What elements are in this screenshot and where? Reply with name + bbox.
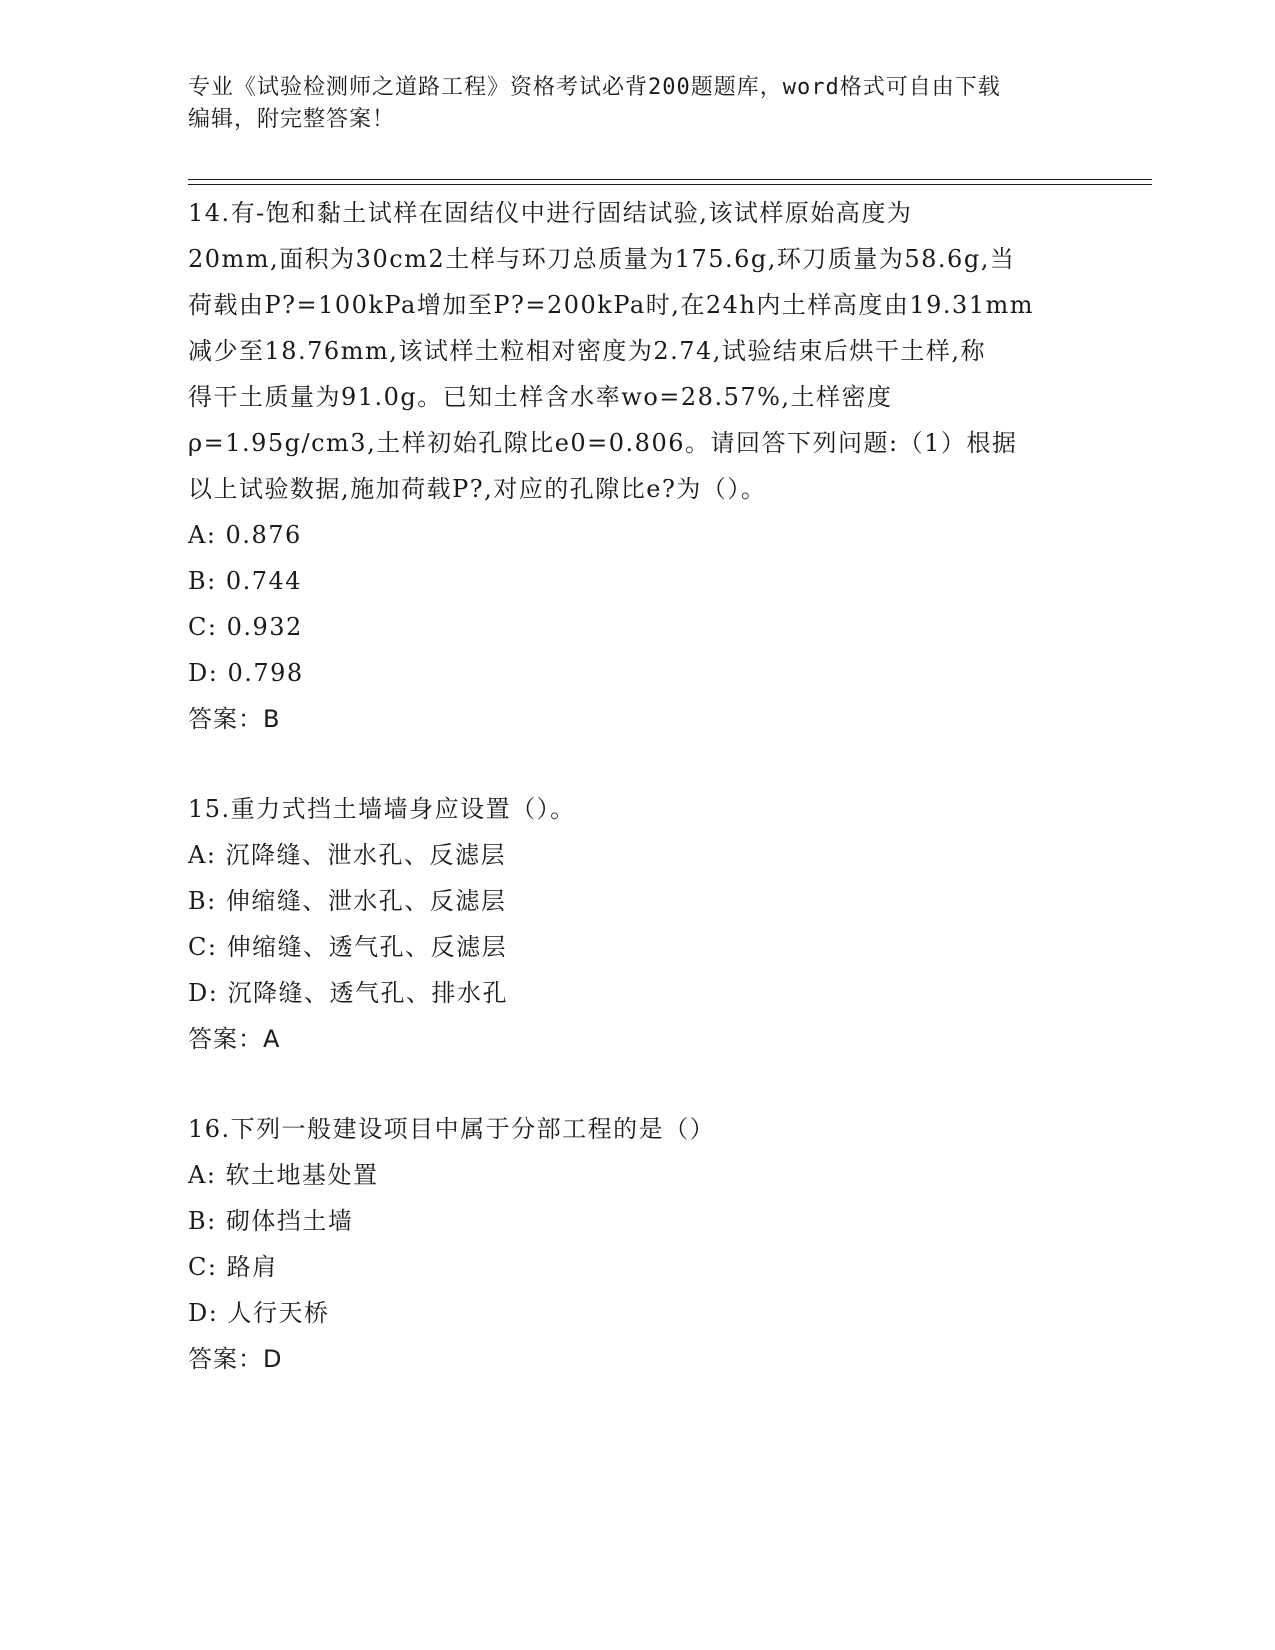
question-text: 减少至18.76mm,该试样土粒相对密度为2.74,试验结束后烘干土样,称	[188, 337, 987, 365]
question-16	[188, 1106, 1088, 1382]
header-divider-top	[188, 179, 1152, 180]
option-a: A: 0.876	[188, 521, 302, 549]
header-divider-bottom	[188, 184, 1152, 185]
option-d: D: 0.798	[188, 659, 304, 687]
option-d: D: 人行天桥	[188, 1299, 330, 1327]
question-text: 以上试验数据,施加荷载P?,对应的孔隙比e?为（）。	[188, 475, 767, 503]
question-text: 15.重力式挡土墙墙身应设置（）。	[188, 795, 576, 823]
answer: 答案：A	[188, 1025, 281, 1053]
answer: 答案：D	[188, 1345, 283, 1373]
option-a: A: 沉降缝、泄水孔、反滤层	[188, 841, 507, 869]
option-c: C: 0.932	[188, 613, 303, 641]
option-c: C: 路肩	[188, 1253, 278, 1281]
question-text: 20mm,面积为30cm2土样与环刀总质量为175.6g,环刀质量为58.6g,当	[188, 245, 1016, 273]
question-text: 16.下列一般建设项目中属于分部工程的是（）	[188, 1115, 716, 1143]
option-a: A: 软土地基处置	[188, 1161, 379, 1189]
question-text: 14.有-饱和黏土试样在固结仪中进行固结试验,该试样原始高度为	[188, 199, 913, 227]
answer: 答案：B	[188, 705, 281, 733]
header-line-2: 编辑，附完整答案！	[188, 107, 396, 132]
option-b: B: 伸缩缝、泄水孔、反滤层	[188, 887, 507, 915]
question-text: 荷载由P?=100kPa增加至P?=200kPa时,在24h内土样高度由19.31mm	[188, 291, 1035, 319]
option-b: B: 砌体挡土墙	[188, 1207, 354, 1235]
option-b: B: 0.744	[188, 567, 303, 595]
question-14	[188, 190, 1088, 742]
question-list	[188, 190, 1088, 1382]
question-15	[188, 786, 1088, 1062]
option-d: D: 沉降缝、透气孔、排水孔	[188, 979, 508, 1007]
question-text: ρ=1.95g/cm3,土样初始孔隙比e0=0.806。请回答下列问题:（1）根据	[188, 429, 1018, 457]
option-c: C: 伸缩缝、透气孔、反滤层	[188, 933, 508, 961]
document-header	[188, 72, 1088, 136]
question-text: 得干土质量为91.0g。已知土样含水率wo=28.57%,土样密度	[188, 383, 893, 411]
header-line-1: 专业《试验检测师之道路工程》资格考试必背200题题库，word格式可自由下载	[188, 75, 1001, 100]
